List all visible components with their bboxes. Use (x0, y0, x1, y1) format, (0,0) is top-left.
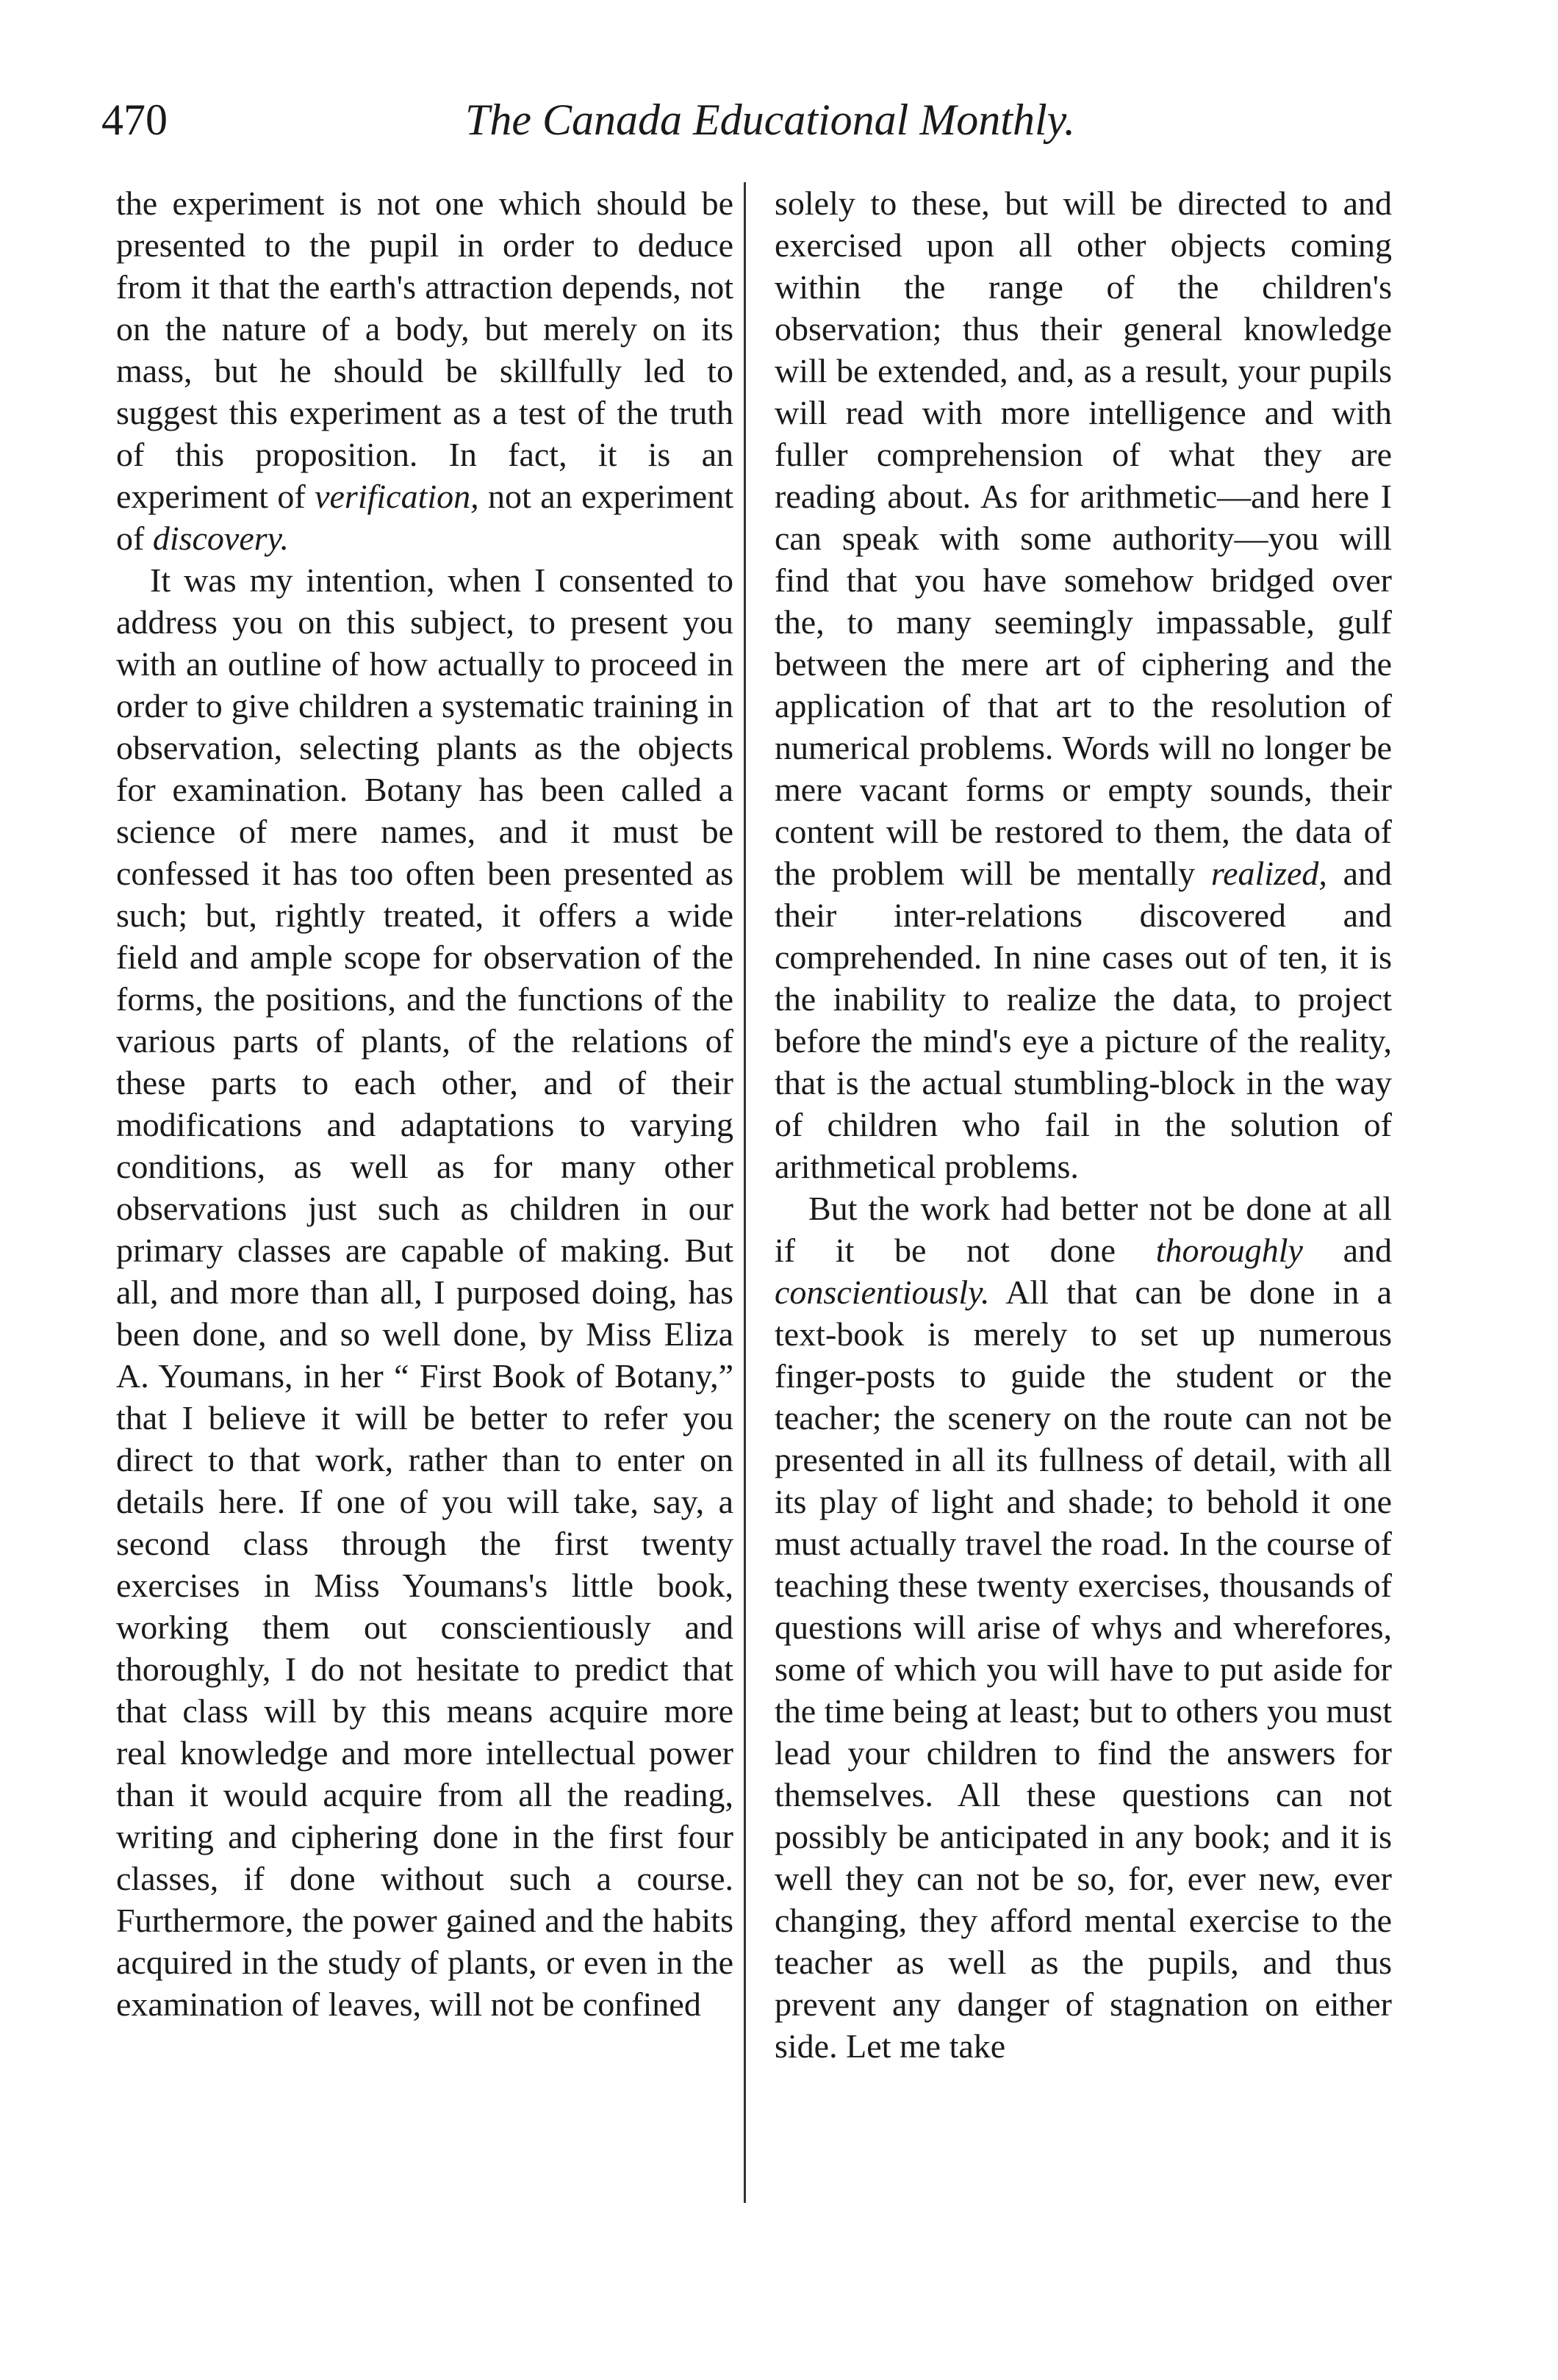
right-column (775, 182, 1392, 2067)
text-run: solely to these, but will be directed to and exercised upon all other objects coming within the range of the children's observation; thus their general knowledge will be extended, and, as a result, your pupils will read with more intelligence and with fuller comprehension of what they are reading about. As for arithmetic—and here I can speak with some authority—you will find that you have somehow bridged over the, to many seemingly impassable, gulf between the mere art of ciphering and the application of that art to the resolution of numerical problems. Words will no longer be mere vacant forms or empty sounds, their content will be restored to them, the data of the problem will be mentally (775, 184, 1392, 892)
left-column (116, 182, 733, 2025)
paragraph (116, 182, 733, 559)
paragraph: It was my intention, when I consented to address you on this subject, to present you with an outline of how actually to proceed in order to give children a systematic training in observation, selecting plants as the objects for examination. Botany has been called a science of mere names, and it must be confessed it has too often been presented as such; but, rightly treated, it offers a wide field and ample scope for observation of the forms, the positions, and the functions of the various parts of plants, of the relations of these parts to each other, and of their modifications and adaptations to varying conditions, as well as for many other observations just such as children in our primary classes are capable of making. But all, and more than all, I purposed doing, has been done, and so well done, by Miss Eliza A. Youmans, in her “ First Book of Botany,” that I believe it will be better to refer you direct to that work, rather than to enter on details here. If one of you will take, say, a second class through the first twenty exercises in Miss Youmans's little book, working them out conscientiously and thoroughly, I do not hesitate to predict that that class will by this means acquire more real knowledge and more intellectual power than it would acquire from all the reading, writing and ciphering done in the first four classes, if done without such a course. Furthermore, the power gained and the habits acquired in the study of plants, or even in the examination of leaves, will not be confined (116, 561, 733, 2023)
paragraph (775, 182, 1392, 1187)
text-run: not an experiment of (116, 478, 734, 557)
page-number: 470 (101, 96, 168, 144)
text-run: and their inter-relations discovered and comprehended. In nine cases out of ten, it is the inability to realize the data, to project before the mind's eye a picture of the reality, that is the actual stumbling-block in the way of children who fail in the solution of arithmetical problems. (775, 855, 1392, 1185)
text-run: the experiment is not one which should be presented to the pupil in order to deduce from it that the earth's attraction depends, not on the nature of a body, but merely on its mass, but he should be skillfully led to suggest this experiment as a test of the truth of this proposition. In fact, it is an experiment of (116, 184, 733, 515)
text-run: But the work had better not be done at all if it be not done (775, 1190, 1392, 1269)
italic-text: realized, (1210, 855, 1327, 892)
running-title: The Canada Educational Monthly. (465, 96, 1075, 144)
paragraph (775, 1187, 1392, 2067)
italic-text: conscientiously. (775, 1273, 990, 1311)
page-header (101, 87, 1439, 153)
italic-text: thoroughly (1155, 1232, 1303, 1269)
italic-text: verification, (315, 478, 479, 515)
text-run: and (1302, 1232, 1392, 1269)
text-run: All that can be done in a text-book is merely to set up numerous finger-posts to guide the student or the teacher; the scenery on the route can not be presented in all its fullness of detail, with all its play of light and shade; to behold it one must actually travel the road. In the course of teaching these twenty exercises, thousands of questions will arise of whys and wherefores, some of which you will have to put aside for the time being at least; but to others you must lead your children to find the answers for themselves. All these questions can not possibly be anticipated in any book; and it is well they can not be so, for, ever new, ever changing, they afford mental exercise to the teacher as well as the pupils, and thus prevent any danger of stagnation on either side. Let me take (775, 1273, 1392, 2065)
column-divider (744, 182, 746, 2203)
italic-text: discovery. (152, 519, 290, 557)
